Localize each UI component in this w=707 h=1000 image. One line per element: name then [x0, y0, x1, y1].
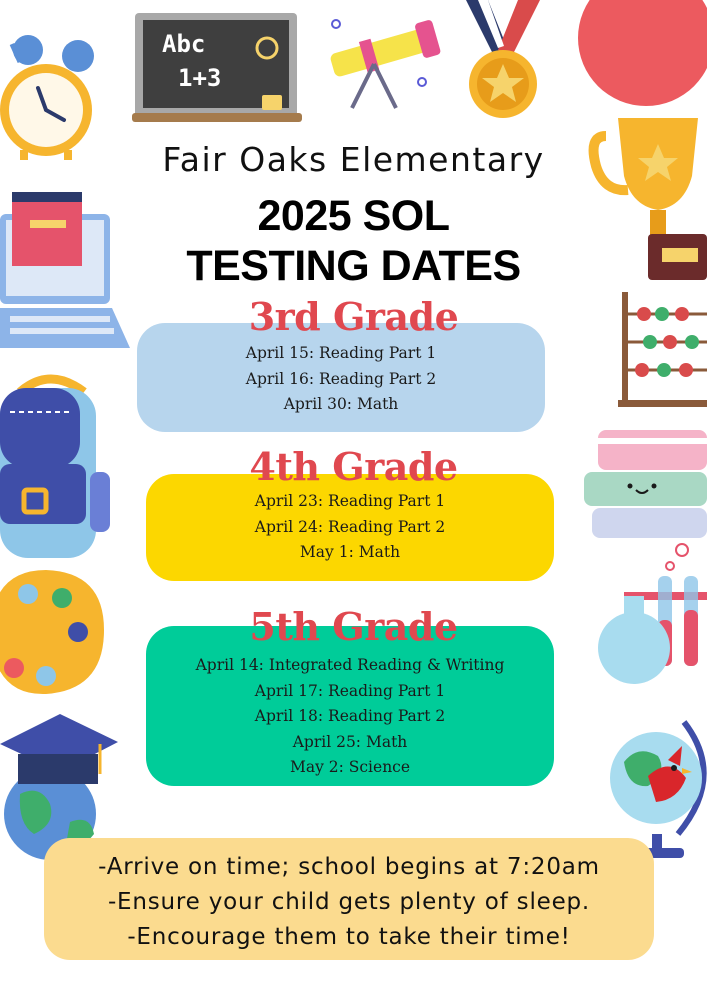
grade-3-date: April 16: Reading Part 2 [245, 369, 437, 388]
grade-3-box [137, 323, 545, 432]
grade-5-date: April 17: Reading Part 1 [254, 681, 446, 700]
grade-5-date: May 2: Science [289, 758, 411, 776]
school-name: Fair Oaks Elementary [162, 140, 545, 179]
grade-4-date: May 1: Math [299, 543, 401, 561]
grade-5-date: April 14: Integrated Reading & Writing [195, 656, 505, 674]
page-title-line-1: 2025 SOL [257, 192, 450, 240]
grade-5-date: April 25: Math [292, 732, 408, 751]
tips-box [44, 838, 654, 960]
chalkboard-text-1: Abc [162, 30, 206, 58]
ball-icon [578, 0, 707, 110]
tip-line: -Encourage them to take their time! [127, 924, 571, 950]
grade-4-box [146, 474, 554, 581]
chalkboard-text-2: 1+3 [178, 64, 222, 92]
grade-5-label: 5th Grade [249, 604, 458, 649]
grade-4-date: April 23: Reading Part 1 [254, 492, 446, 510]
grade-5-box [146, 626, 554, 786]
page-title-line-2: TESTING DATES [186, 242, 521, 290]
grade-3-label: 3rd Grade [248, 294, 459, 339]
chalkboard-icon [132, 10, 302, 125]
grade-4-date: April 24: Reading Part 2 [254, 517, 446, 536]
tip-line: -Ensure your child gets plenty of sleep. [107, 889, 591, 915]
medal-icon [448, 0, 558, 125]
tip-line: -Arrive on time; school begins at 7:20am [98, 854, 600, 880]
grade-5-date: April 18: Reading Part 2 [254, 707, 446, 725]
telescope-icon [322, 10, 442, 110]
grade-3-date: April 15: Reading Part 1 [245, 344, 437, 362]
grade-3-date: April 30: Math [283, 395, 399, 413]
grade-4-label: 4th Grade [249, 444, 458, 489]
